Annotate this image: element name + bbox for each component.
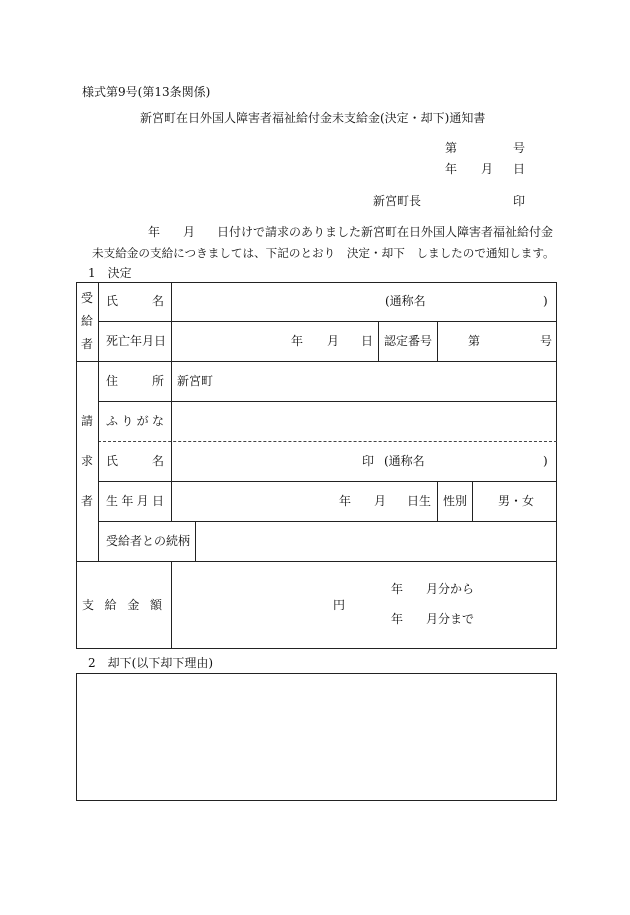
period-to-year: 年 — [391, 612, 404, 626]
body-year: 年 — [148, 225, 161, 239]
col-divider — [378, 321, 379, 361]
issue-date-month: 月 — [481, 162, 494, 176]
sex-value: 男・女 — [498, 494, 535, 508]
amount-yen: 円 — [333, 598, 346, 612]
period-to-month: 月分まで — [426, 612, 475, 626]
issue-date-year: 年 — [445, 162, 458, 176]
claimant-seal: 印 — [362, 454, 375, 468]
row-divider — [76, 361, 557, 362]
period-from-year: 年 — [391, 582, 404, 596]
col-divider — [437, 481, 438, 521]
doc-number-suffix: 号 — [513, 141, 526, 155]
certification-number-suffix: 号 — [540, 334, 553, 348]
row-divider-dashed — [98, 441, 557, 442]
col-divider — [437, 321, 438, 361]
address-label: 住 所 — [106, 374, 164, 388]
document-title: 新宮町在日外国人障害者福祉給付金未支給金(決定・却下)通知書 — [140, 111, 486, 125]
col-divider — [171, 282, 172, 521]
body-month: 月 — [183, 225, 196, 239]
birth-date-month: 月 — [374, 494, 387, 508]
col-divider — [171, 561, 172, 649]
death-date-year: 年 — [291, 334, 304, 348]
claimant-name-label: 氏 名 — [106, 454, 164, 468]
row-divider — [98, 401, 557, 402]
issuer-name: 新宮町長 — [373, 194, 422, 208]
row-divider — [98, 481, 557, 482]
claimant-alias-close: ) — [543, 454, 548, 468]
row-divider — [98, 521, 557, 522]
body-line2: 未支給金の支給につきましては、下記のとおり 決定・却下 しましたので通知します。 — [92, 246, 555, 260]
rejection-reason-box — [76, 673, 557, 801]
sex-label: 性別 — [443, 494, 468, 508]
col-divider — [195, 521, 196, 561]
furigana-label: ふ り が な — [106, 414, 164, 428]
claimant-group-label: 請 求 者 — [80, 414, 93, 508]
birth-date-day: 日生 — [407, 494, 432, 508]
certification-number-prefix: 第 — [468, 334, 481, 348]
issue-date-day: 日 — [513, 162, 526, 176]
relationship-label: 受給者との続柄 — [106, 534, 191, 548]
recipient-group-label: 受 給 者 — [80, 291, 93, 351]
section2-heading: 2 却下(以下却下理由) — [88, 656, 213, 670]
recipient-name-label: 氏 名 — [106, 294, 164, 308]
row-divider — [76, 561, 557, 562]
certification-number-label: 認定番号 — [384, 334, 433, 348]
birth-date-year: 年 — [339, 494, 352, 508]
recipient-alias-open: (通称名 — [385, 294, 426, 308]
doc-number-prefix: 第 — [445, 141, 458, 155]
col-divider — [472, 481, 473, 521]
form-number-label: 様式第9号(第13条関係) — [82, 85, 211, 99]
birth-date-label: 生 年 月 日 — [106, 494, 164, 508]
row-divider — [98, 321, 557, 322]
recipient-alias-close: ) — [543, 294, 548, 308]
body-line1: 日付けで請求のありました新宮町在日外国人障害者福祉給付金 — [217, 225, 554, 239]
death-date-label: 死亡年月日 — [106, 334, 167, 348]
claimant-alias-open: (通称名 — [384, 454, 425, 468]
payment-amount-label: 支 給 金 額 — [82, 598, 162, 612]
death-date-month: 月 — [327, 334, 340, 348]
col-divider — [98, 282, 99, 561]
address-value: 新宮町 — [177, 374, 214, 388]
period-from-month: 月分から — [426, 582, 475, 596]
section1-heading: 1 決定 — [88, 266, 132, 280]
death-date-day: 日 — [361, 334, 374, 348]
issuer-seal: 印 — [513, 194, 526, 208]
